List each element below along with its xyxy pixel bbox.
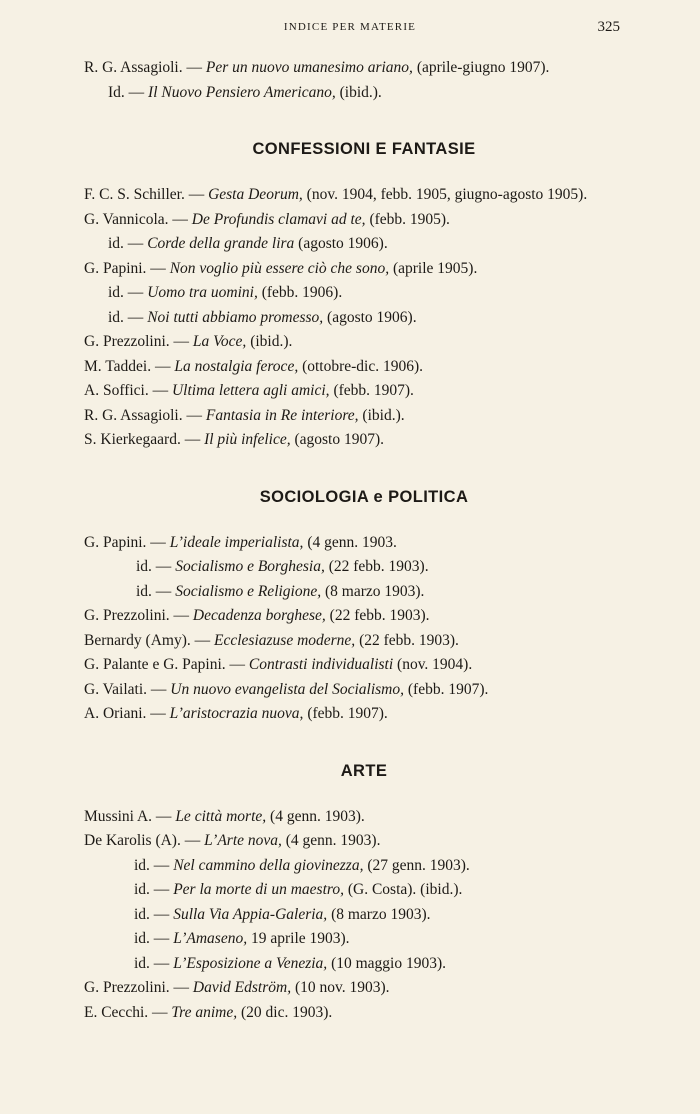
- entry-details: (4 genn. 1903).: [281, 832, 381, 849]
- entry-author: G. Vannicola. —: [84, 210, 192, 228]
- entry-author: F. C. S. Schiller. —: [84, 186, 209, 203]
- entry-author: id. —: [108, 235, 148, 252]
- entry-title: David Edström,: [192, 979, 292, 996]
- entry-details: (8 marzo 1903).: [321, 582, 425, 600]
- index-entry: [84, 854, 644, 879]
- entry-author: G. Prezzolini. —: [84, 979, 193, 996]
- index-entry: [84, 805, 644, 830]
- entry-details: (ibid.).: [358, 406, 405, 424]
- entry-details: (nov. 1904, febb. 1905, giugno-agosto 1905).: [302, 186, 588, 203]
- entry-author: Bernardy (Amy). —: [84, 631, 214, 649]
- entry-title: Uomo tra uomini,: [147, 284, 258, 301]
- entry-author: A. Soffici. —: [84, 382, 172, 399]
- index-entry: [84, 555, 644, 580]
- entry-details: (10 maggio 1903).: [327, 954, 447, 972]
- entry-title: Socialismo e Borghesia,: [175, 558, 325, 575]
- entry-author: Id. —: [108, 83, 149, 101]
- entry-title: L’Amaseno,: [173, 930, 248, 947]
- entry-details: (nov. 1904).: [393, 656, 473, 673]
- index-entry: [84, 379, 644, 404]
- entry-details: (27 genn. 1903).: [363, 856, 470, 874]
- entry-details: (G. Costa). (ibid.).: [343, 881, 463, 898]
- index-entry: [84, 927, 644, 952]
- section-heading: ARTE: [340, 761, 388, 780]
- entry-title: Per un nuovo umanesimo ariano,: [205, 59, 413, 76]
- entry-author: R. G. Assagioli. —: [84, 59, 206, 76]
- entry-author: S. Kierkegaard. —: [84, 431, 205, 448]
- entry-title: Socialismo e Religione,: [175, 582, 322, 600]
- entry-author: id. —: [108, 284, 148, 301]
- page-number: 325: [597, 19, 620, 35]
- entry-title: Un nuovo evangelista del Socialismo,: [170, 680, 404, 698]
- index-entry: [84, 903, 644, 928]
- index-entry: [84, 702, 644, 727]
- entry-author: G. Prezzolini. —: [84, 333, 193, 350]
- entry-author: id. —: [134, 881, 174, 898]
- entry-details: (febb. 1906).: [257, 284, 343, 301]
- entry-author: M. Taddei. —: [84, 357, 175, 375]
- section-heading: SOCIOLOGIA e POLITICA: [259, 487, 469, 506]
- entry-author: id. —: [134, 905, 174, 923]
- index-entry: [84, 629, 644, 654]
- entry-details: (8 marzo 1903).: [327, 905, 431, 923]
- index-entry: [84, 580, 644, 605]
- entry-author: G. Palante e G. Papini. —: [84, 656, 249, 673]
- index-entry: [84, 976, 644, 1001]
- index-entry: [84, 355, 644, 380]
- entry-details: (febb. 1907).: [303, 705, 388, 722]
- entry-title: Contrasti individualisti: [248, 656, 394, 673]
- entry-author: G. Papini. —: [84, 533, 170, 551]
- index-body: [84, 56, 644, 1025]
- entry-title: Fantasia in Re interiore,: [205, 406, 359, 424]
- entry-details: (20 dic. 1903).: [237, 1003, 333, 1021]
- index-entry: [84, 257, 644, 282]
- entry-title: La Voce,: [192, 333, 247, 350]
- index-entry: [84, 428, 644, 453]
- entry-details: (ibid.).: [246, 333, 293, 350]
- entry-details: (22 febb. 1903).: [355, 631, 459, 649]
- index-entry: [84, 952, 644, 977]
- entry-details: (aprile-giugno 1907).: [412, 59, 550, 76]
- entry-details: (ibid.).: [335, 83, 382, 101]
- index-entry: [84, 678, 644, 703]
- entry-details: (febb. 1907).: [404, 680, 489, 698]
- entry-author: G. Papini. —: [84, 259, 170, 277]
- entry-title: Decadenza borghese,: [192, 607, 326, 624]
- entry-title: L’Esposizione a Venezia,: [173, 954, 328, 972]
- entry-author: id. —: [134, 856, 174, 874]
- index-entry: [84, 232, 644, 257]
- index-entry: [84, 1001, 644, 1026]
- entry-title: Il Nuovo Pensiero Americano,: [148, 83, 336, 101]
- running-head: [0, 19, 700, 39]
- entry-author: De Karolis (A). —: [84, 832, 205, 849]
- index-entry: [84, 56, 644, 81]
- entry-details: 19 aprile 1903).: [247, 930, 350, 947]
- entry-title: Gesta Deorum,: [208, 186, 303, 203]
- entry-title: Non voglio più essere ciò che sono,: [169, 259, 390, 277]
- entry-author: G. Vailati. —: [84, 680, 171, 698]
- entry-author: id. —: [134, 954, 174, 972]
- running-title: INDICE PER MATERIE: [283, 21, 417, 33]
- index-entry: [84, 604, 644, 629]
- entry-details: (agosto 1907).: [290, 431, 385, 448]
- section-heading: CONFESSIONI E FANTASIE: [252, 140, 476, 158]
- entry-title: Il più infelice,: [204, 431, 291, 448]
- entry-details: (febb. 1905).: [365, 210, 450, 228]
- index-entry: [84, 829, 644, 854]
- entry-author: E. Cecchi. —: [84, 1003, 172, 1021]
- entry-author: G. Prezzolini. —: [84, 607, 193, 624]
- index-entry: [84, 653, 644, 678]
- index-entry: [84, 81, 644, 106]
- entry-author: A. Oriani. —: [84, 705, 170, 722]
- entry-details: (10 nov. 1903).: [291, 979, 390, 996]
- entry-title: Noi tutti abbiamo promesso,: [147, 308, 324, 326]
- index-entry: [84, 878, 644, 903]
- index-entry: [84, 208, 644, 233]
- entry-details: (agosto 1906).: [294, 235, 388, 252]
- entry-title: Ecclesiazuse moderne,: [214, 631, 356, 649]
- entry-author: id. —: [136, 582, 176, 600]
- entry-details: (4 genn. 1903.: [303, 533, 397, 551]
- entry-details: (aprile 1905).: [389, 259, 478, 277]
- entry-title: Tre anime,: [171, 1003, 238, 1021]
- entry-details: (agosto 1906).: [323, 308, 417, 326]
- index-entry: [84, 404, 644, 429]
- entry-title: Corde della grande lira: [147, 235, 295, 252]
- entry-author: id. —: [136, 558, 176, 575]
- entry-title: L’aristocrazia nuova,: [169, 705, 304, 722]
- entry-details: (22 febb. 1903).: [324, 558, 429, 575]
- entry-title: Per la morte di un maestro,: [173, 881, 344, 898]
- index-entry: [84, 281, 644, 306]
- index-entry: [84, 531, 644, 556]
- index-entry: [84, 183, 644, 208]
- index-entry: [84, 330, 644, 355]
- entry-details: (febb. 1907).: [329, 382, 414, 399]
- entry-details: (4 genn. 1903).: [266, 807, 365, 825]
- entry-author: id. —: [108, 308, 148, 326]
- entry-title: Nel cammino della giovinezza,: [173, 856, 364, 874]
- entry-title: L’ideale imperialista,: [169, 533, 304, 551]
- entry-title: L’Arte nova,: [204, 832, 282, 849]
- entry-details: (22 febb. 1903).: [325, 607, 430, 624]
- entry-author: Mussini A. —: [84, 807, 176, 825]
- entry-title: Ultima lettera agli amici,: [171, 382, 330, 399]
- entry-author: R. G. Assagioli. —: [84, 406, 206, 424]
- entry-title: Sulla Via Appia-Galeria,: [173, 905, 328, 923]
- entry-details: (ottobre-dic. 1906).: [298, 357, 424, 375]
- entry-title: De Profundis clamavi ad te,: [191, 210, 366, 228]
- entry-title: La nostalgia feroce,: [174, 357, 299, 375]
- entry-author: id. —: [134, 930, 174, 947]
- entry-title: Le città morte,: [175, 807, 267, 825]
- index-entry: [84, 306, 644, 331]
